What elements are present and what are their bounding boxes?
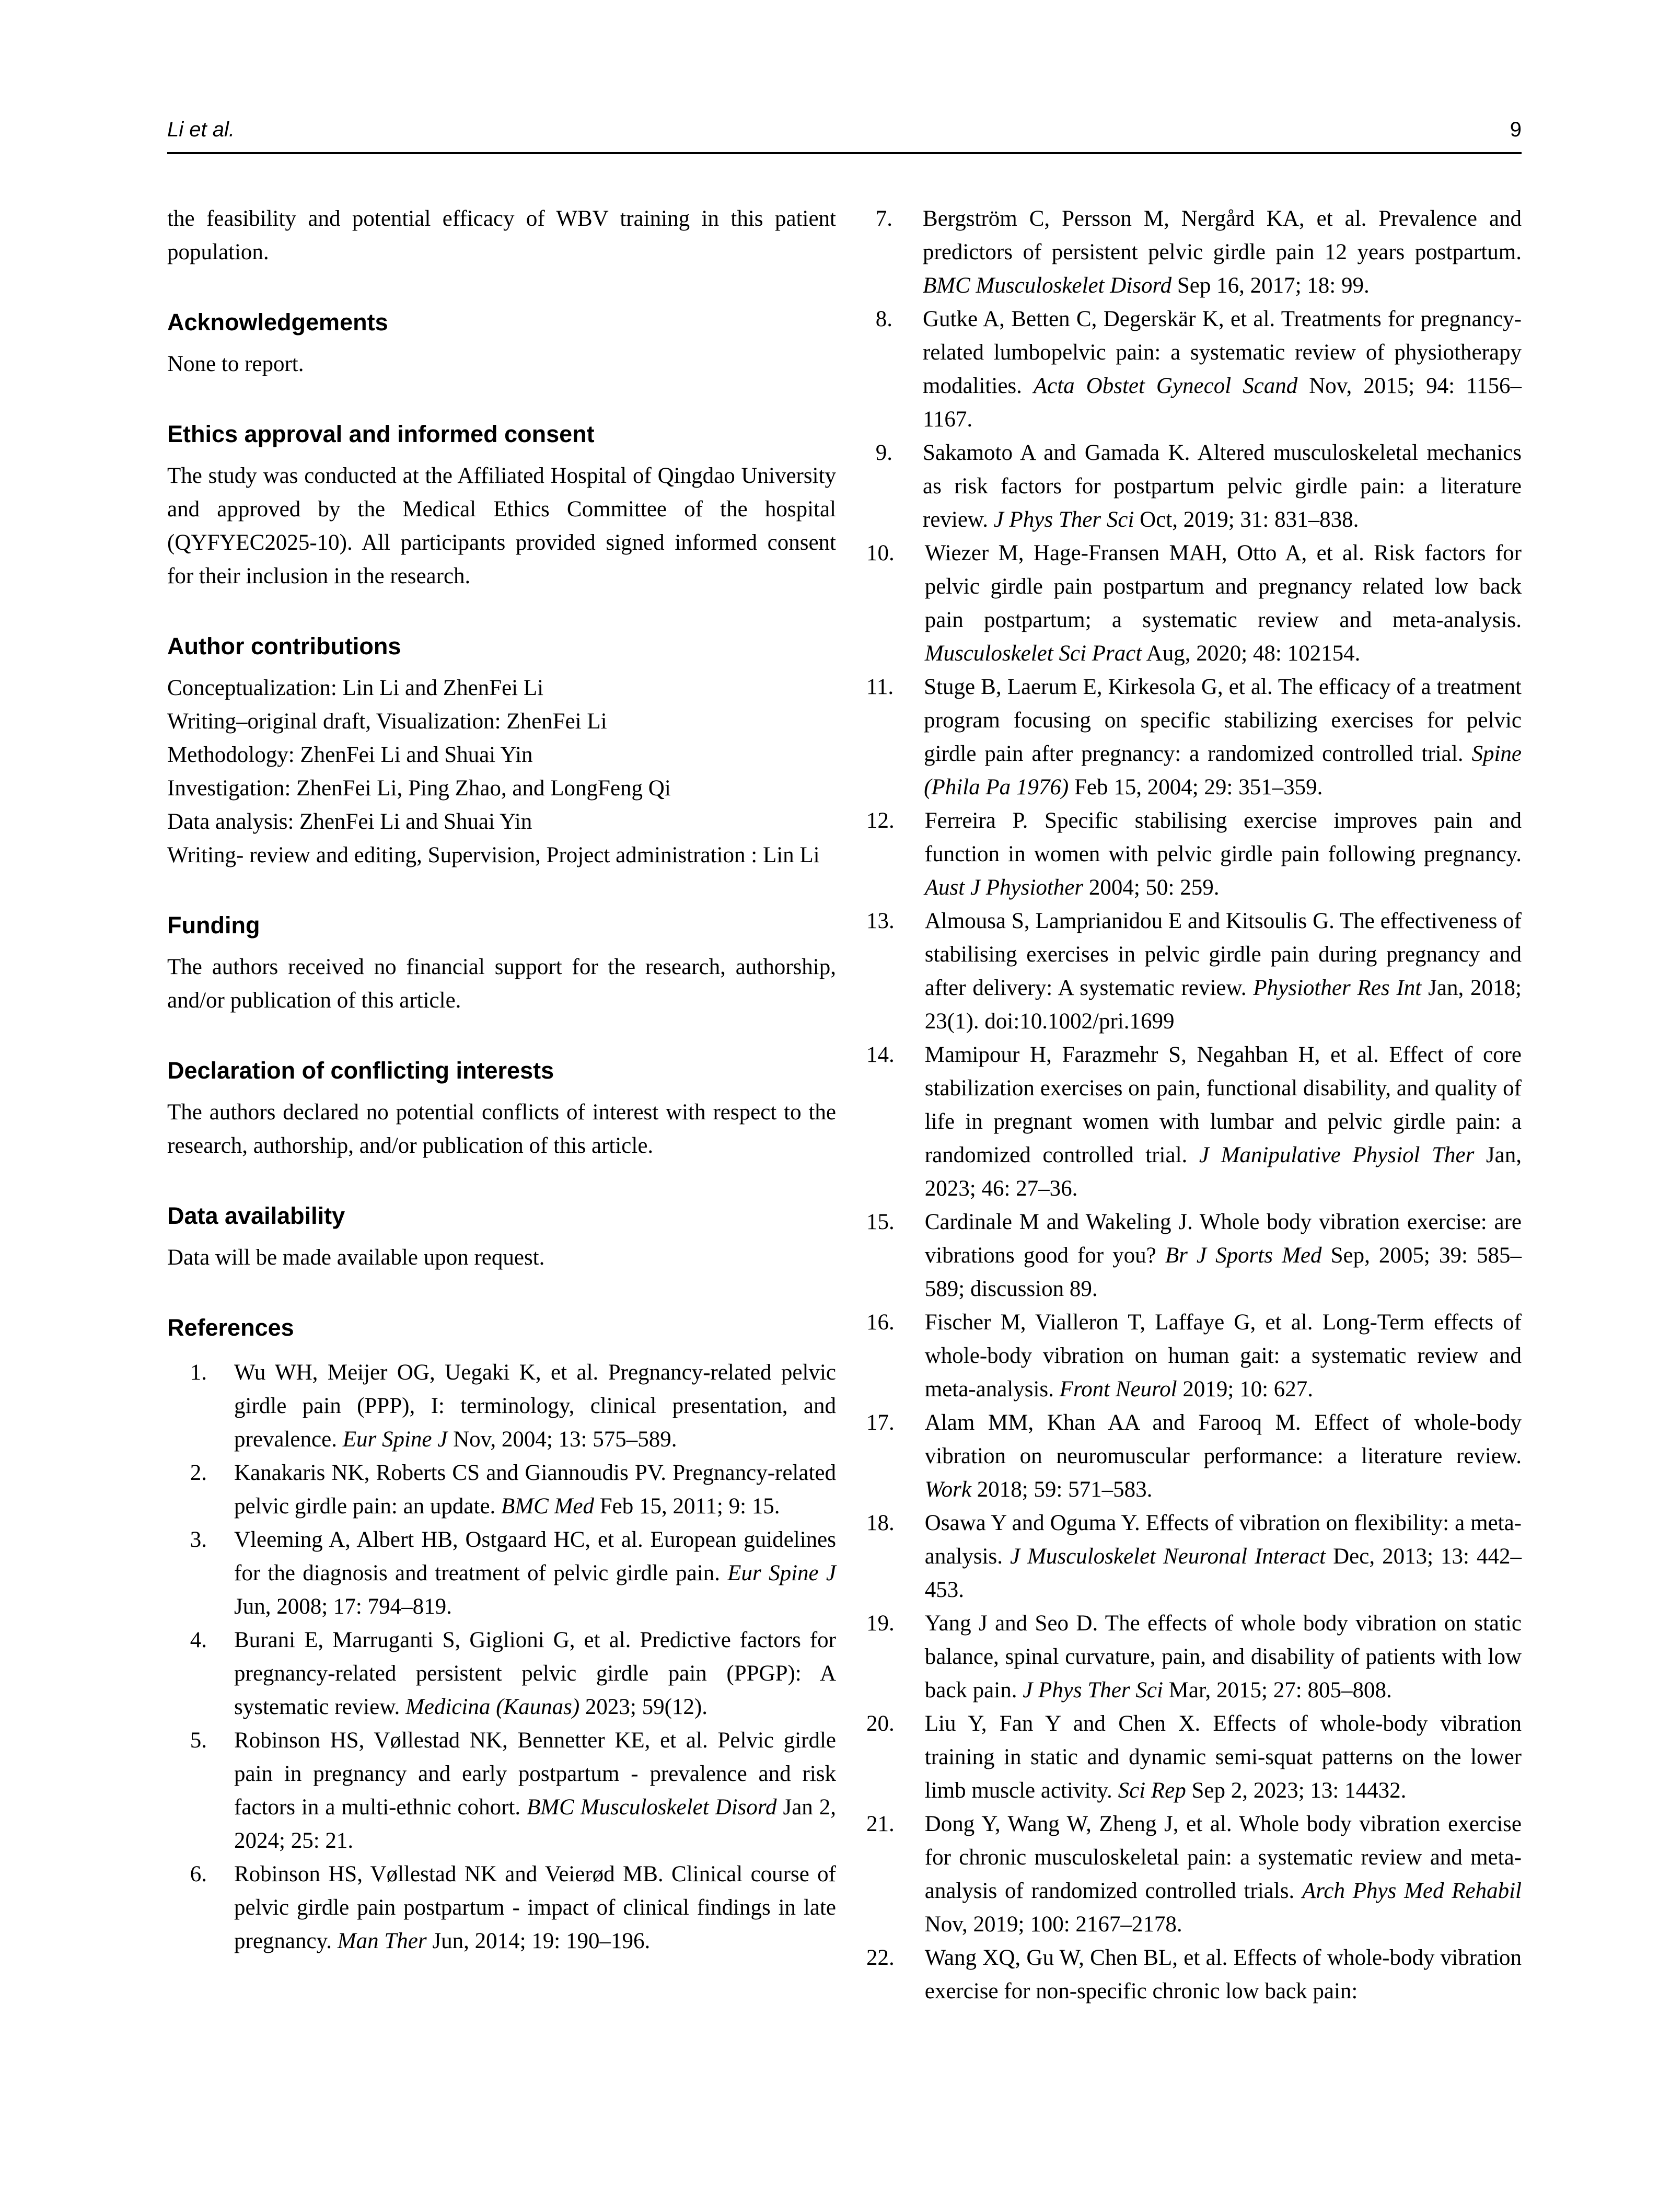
- left-column: [167, 202, 836, 2008]
- contribution-line: Methodology: ZhenFei Li and Shuai Yin: [167, 743, 533, 767]
- page-number: 9: [1510, 118, 1522, 141]
- section-conflicting-interests: [167, 1054, 836, 1163]
- reference-number: 13.: [866, 909, 895, 933]
- reference-item: [866, 1038, 1522, 1206]
- running-head: Li et al.: [167, 118, 235, 141]
- reference-number: 2.: [190, 1461, 207, 1485]
- reference-item: [167, 1456, 836, 1523]
- reference-number: 15.: [866, 1210, 895, 1234]
- section-heading: Declaration of conflicting interests: [167, 1057, 554, 1084]
- reference-number: 19.: [866, 1611, 895, 1636]
- reference-text: Kanakaris NK, Roberts CS and Giannoudis PV. Pregnancy-related pelvic girdle pain: an update. BMC Med Feb 15, 2011; 9: 15.: [234, 1461, 836, 1519]
- reference-number: 3.: [190, 1527, 207, 1552]
- reference-item: [866, 804, 1522, 905]
- reference-number: 7.: [875, 206, 892, 231]
- references-list-right: [866, 202, 1522, 2008]
- reference-text: Robinson HS, Vøllestad NK, Bennetter KE, et al. Pelvic girdle pain in pregnancy and early postpartum - prevalence and risk factors in a multi-ethnic cohort. BMC Musculoskelet Disord Jan 2, 2024; 25: 21.: [234, 1728, 836, 1853]
- contribution-line: Conceptualization: Lin Li and ZhenFei Li: [167, 676, 544, 700]
- section-ethics-approval: [167, 418, 836, 593]
- reference-item: [866, 436, 1522, 537]
- reference-number: 6.: [190, 1862, 207, 1886]
- reference-item: [866, 1808, 1522, 1941]
- reference-item: [167, 1523, 836, 1624]
- reference-item: [167, 1624, 836, 1724]
- reference-text: Robinson HS, Vøllestad NK and Veierød MB. Clinical course of pelvic girdle pain postpartum - impact of clinical findings in late pregnancy. Man Ther Jun, 2014; 19: 190–196.: [234, 1862, 836, 1953]
- reference-text: Wiezer M, Hage-Fransen MAH, Otto A, et al. Risk factors for pelvic girdle pain postpartum and pregnancy related low back pain postpartum; a systematic review and meta-analysis. Musculoskelet Sci Pract Aug, 2020; 48: 102154.: [924, 541, 1522, 666]
- section-heading: Data availability: [167, 1202, 345, 1229]
- reference-item: [866, 1406, 1522, 1507]
- contribution-line: Investigation: ZhenFei Li, Ping Zhao, and LongFeng Qi: [167, 776, 671, 801]
- reference-number: 11.: [866, 675, 894, 699]
- reference-text: Burani E, Marruganti S, Giglioni G, et al. Predictive factors for pregnancy-related persistent pelvic girdle pain (PPGP): A systematic review. Medicina (Kaunas) 2023; 59(12).: [234, 1628, 836, 1719]
- reference-number: 16.: [866, 1310, 895, 1335]
- section-paragraph: Data will be made available upon request.: [167, 1245, 545, 1270]
- section-paragraph: The study was conducted at the Affiliated Hospital of Qingdao University and approved by the Medical Ethics Committee of the hospital (QYFYEC2025-10). All participants provided signed informed consent for their inclusion in the research.: [167, 464, 836, 588]
- references-list-left: [167, 1356, 836, 1958]
- reference-text: Wang XQ, Gu W, Chen BL, et al. Effects of whole-body vibration exercise for non-specific chronic low back pain:: [924, 1945, 1522, 2003]
- reference-item: [866, 1941, 1522, 2008]
- section-heading: Ethics approval and informed consent: [167, 421, 595, 447]
- reference-number: 10.: [866, 541, 895, 565]
- section-heading: Author contributions: [167, 633, 401, 659]
- reference-item: [866, 1306, 1522, 1406]
- reference-item: [866, 537, 1522, 670]
- reference-item: [866, 1707, 1522, 1808]
- reference-number: 9.: [875, 441, 892, 465]
- section-funding: [167, 909, 836, 1017]
- reference-text: Osawa Y and Oguma Y. Effects of vibration on flexibility: a meta-analysis. J Musculoskelet Neuronal Interact Dec, 2013; 13: 442–453.: [924, 1511, 1522, 1602]
- reference-text: Mamipour H, Farazmehr S, Negahban H, et al. Effect of core stabilization exercises on pain, functional disability, and quality of life in pregnant women with lumbar and pelvic girdle pain: a randomized controlled trial. J Manipulative Physiol Ther Jan, 2023; 46: 27–36.: [924, 1043, 1522, 1201]
- reference-number: 1.: [190, 1360, 207, 1385]
- reference-item: [866, 303, 1522, 436]
- intro-paragraph: the feasibility and potential efficacy of WBV training in this patient population.: [167, 206, 836, 264]
- reference-text: Liu Y, Fan Y and Chen X. Effects of whole-body vibration training in static and dynamic semi-squat patterns on the lower limb muscle activity. Sci Rep Sep 2, 2023; 13: 14432.: [924, 1711, 1522, 1803]
- reference-text: Ferreira P. Specific stabilising exercise improves pain and function in women with pelvic girdle pain following pregnancy. Aust J Physiother 2004; 50: 259.: [924, 808, 1522, 900]
- reference-item: [167, 1724, 836, 1858]
- reference-item: [866, 1206, 1522, 1306]
- reference-text: Yang J and Seo D. The effects of whole body vibration on static balance, spinal curvature, pain, and disability of patients with low back pain. J Phys Ther Sci Mar, 2015; 27: 805–808.: [924, 1611, 1522, 1703]
- reference-item: [866, 905, 1522, 1038]
- reference-text: Vleeming A, Albert HB, Ostgaard HC, et al. European guidelines for the diagnosis and treatment of pelvic girdle pain. Eur Spine J Jun, 2008; 17: 794–819.: [234, 1527, 837, 1619]
- reference-number: 8.: [875, 307, 892, 331]
- reference-number: 18.: [866, 1511, 895, 1535]
- section-author-contributions: [167, 630, 836, 872]
- reference-item: [167, 1356, 836, 1456]
- reference-text: Stuge B, Laerum E, Kirkesola G, et al. The efficacy of a treatment program focusing on specific stabilizing exercises for pelvic girdle pain after pregnancy: a randomized controlled trial. Spine (Phila Pa 1976) Feb 15, 2004; 29: 351–359.: [924, 675, 1522, 800]
- reference-number: 17.: [866, 1410, 895, 1435]
- reference-item: [866, 202, 1522, 303]
- reference-text: Almousa S, Lamprianidou E and Kitsoulis G. The effectiveness of stabilising exercises in pelvic girdle pain during pregnancy and after delivery: A systematic review. Physiother Res Int Jan, 2018; 23(1). doi:10.1002/pri.1699: [924, 909, 1522, 1034]
- reference-number: 12.: [866, 808, 895, 833]
- reference-number: 4.: [190, 1628, 207, 1652]
- reference-number: 22.: [866, 1945, 895, 1970]
- reference-text: Fischer M, Vialleron T, Laffaye G, et al. Long-Term effects of whole-body vibration on human gait: a systematic review and meta-analysis. Front Neurol 2019; 10: 627.: [924, 1310, 1522, 1402]
- reference-text: Wu WH, Meijer OG, Uegaki K, et al. Pregnancy-related pelvic girdle pain (PPP), I: terminology, clinical presentation, and prevalence. Eur Spine J Nov, 2004; 13: 575–589.: [234, 1360, 836, 1452]
- reference-item: [866, 670, 1522, 804]
- reference-text: Sakamoto A and Gamada K. Altered musculoskeletal mechanics as risk factors for postpartum pelvic girdle pain: a literature review. J Phys Ther Sci Oct, 2019; 31: 831–838.: [923, 441, 1522, 532]
- reference-number: 5.: [190, 1728, 207, 1753]
- section-references: [167, 1311, 836, 1958]
- section-paragraph: The authors received no financial support for the research, authorship, and/or publication of this article.: [167, 955, 836, 1013]
- section-data-availability: [167, 1199, 836, 1275]
- right-column: [866, 202, 1522, 2008]
- reference-text: Bergström C, Persson M, Nergård KA, et al. Prevalence and predictors of persistent pelvic girdle pain 12 years postpartum. BMC Musculoskelet Disord Sep 16, 2017; 18: 99.: [923, 206, 1522, 298]
- section-acknowledgements: [167, 306, 836, 381]
- section-heading: References: [167, 1314, 294, 1341]
- reference-number: 21.: [866, 1812, 895, 1836]
- page-header: [167, 118, 1522, 154]
- two-column-body: [167, 202, 1522, 2008]
- reference-text: Alam MM, Khan AA and Farooq M. Effect of whole-body vibration on neuromuscular performance: a literature review. Work 2018; 59: 571–583.: [924, 1410, 1522, 1502]
- reference-item: [167, 1858, 836, 1958]
- reference-text: Gutke A, Betten C, Degerskär K, et al. Treatments for pregnancy-related lumbopelvic pain: a systematic review of physiotherapy modalities. Acta Obstet Gynecol Scand Nov, 2015; 94: 1156–1167.: [923, 307, 1522, 432]
- section-heading: Acknowledgements: [167, 309, 388, 335]
- reference-item: [866, 1507, 1522, 1607]
- reference-text: Dong Y, Wang W, Zheng J, et al. Whole body vibration exercise for chronic musculoskeletal pain: a systematic review and meta-analysis of randomized controlled trials. Arch Phys Med Rehabil Nov, 2019; 100: 2167–2178.: [924, 1812, 1522, 1937]
- reference-number: 20.: [866, 1711, 895, 1736]
- reference-number: 14.: [866, 1043, 895, 1067]
- contribution-line: Writing- review and editing, Supervision, Project administration : Lin Li: [167, 843, 820, 867]
- contribution-line: Writing–original draft, Visualization: ZhenFei Li: [167, 709, 607, 734]
- reference-item: [866, 1607, 1522, 1707]
- section-heading: Funding: [167, 912, 260, 939]
- reference-text: Cardinale M and Wakeling J. Whole body vibration exercise: are vibrations good for you? Br J Sports Med Sep, 2005; 39: 585–589; discussion 89.: [924, 1210, 1522, 1301]
- contribution-line: Data analysis: ZhenFei Li and Shuai Yin: [167, 809, 532, 834]
- section-paragraph: The authors declared no potential conflicts of interest with respect to the research, authorship, and/or publication of this article.: [167, 1100, 836, 1158]
- section-paragraph: None to report.: [167, 352, 304, 376]
